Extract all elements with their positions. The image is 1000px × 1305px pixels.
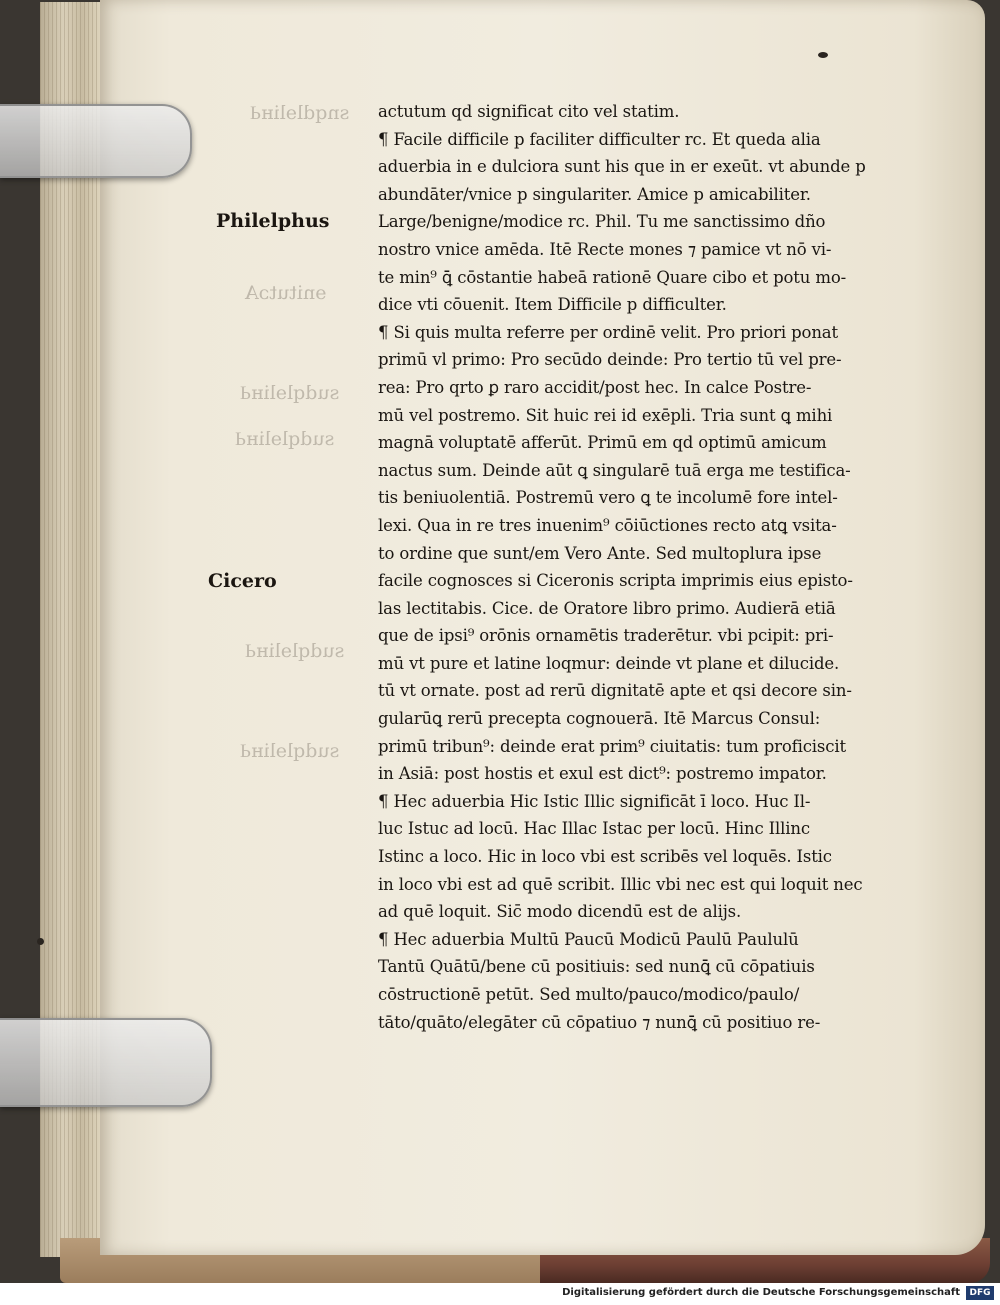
text-line: in loco vbi est ad quē scribit. Illic vbi nec est qui loquit nec xyxy=(378,874,863,894)
show-through-text: sudqlɘliʜԀ xyxy=(240,382,340,404)
text-line: actutum qd significat cito vel statim. xyxy=(378,102,680,121)
text-line: cōstructionē petūt. Sed multo/pauco/modico/paulo/ xyxy=(378,985,800,1004)
text-line: ad quē loquit. Sic̄ modo dicendū est de alijs. xyxy=(378,902,742,922)
binding-hole xyxy=(37,938,44,945)
text-line: ¶ Facile difficile p faciliter difficulter rc. Et queda alia xyxy=(378,129,821,149)
show-through-text: sudqlɘliʜԀ xyxy=(245,640,345,662)
text-line: aduerbia in e dulciora sunt his que in er exeūt. vt abunde p xyxy=(378,157,866,177)
text-line: in Asiā: post hostis et exul est dict⁹: postremo impator. xyxy=(378,764,827,784)
text-line: Istinc a loco. Hic in loco vbi est scribēs vel loquēs. Istic xyxy=(378,847,832,867)
text-line: Tantū Quātū/bene cū positiuis: sed nunꝗ̄ cū cōpatiuis xyxy=(378,957,815,977)
show-through-text: sudqlɘliʜԀ xyxy=(235,428,335,450)
text-line: tāto/quāto/elegāter cū cōpatiuo ⁊ nunꝗ̄ cū positiuo re- xyxy=(378,1012,821,1032)
text-line: nactus sum. Deinde aūt ꝗ singularē tuā erga me testifica- xyxy=(378,460,851,480)
text-line: tū vt ornate. post ad rerū dignitatē apte et qsi decore sin- xyxy=(378,681,852,701)
text-line: Large/benigne/modice rc. Phil. Tu me sanctissimo dño xyxy=(378,212,826,232)
text-line: que de ipsi⁹ orōnis ornamētis traderētur. vbi pcipit: pri- xyxy=(378,626,834,646)
text-line: ¶ Hec aduerbia Hic Istic Illic significāt ī loco. Huc Il- xyxy=(378,791,811,811)
text-line: dice vti cōuenit. Item Difficile p difficulter. xyxy=(378,295,727,315)
text-line: rea: Pro qrto ꝑ raro accidit/post hec. In calce Postre- xyxy=(378,377,812,397)
text-line: ¶ Si quis multa referre per ordinē velit. Pro priori ponat xyxy=(378,322,838,342)
text-line: mū vel postremo. Sit huic rei id exēpli. Tria sunt ꝗ mihi xyxy=(378,405,833,425)
text-line: tis beniuolentiā. Postremū vero ꝗ te incolumē fore intel- xyxy=(378,488,838,508)
show-through-text: sudqlɘliʜԀ xyxy=(240,740,340,762)
page-clip-bottom xyxy=(0,1018,212,1107)
text-line: lexi. Qua in re tres inuenim⁹ cōiūctiones recto atꝗ vsita- xyxy=(378,515,837,535)
text-line: luc Istuc ad locū. Hac Illac Istac per locū. Hinc Illinc xyxy=(378,819,811,839)
text-line: gularūꝗ rerū precepta cognouerā. Itē Marcus Consul: xyxy=(378,709,821,729)
dfg-logo: DFG xyxy=(966,1286,994,1300)
text-line: te min⁹ ꝗ̄ cōstantie habeā rationē Quare cibo et potu mo- xyxy=(378,267,847,287)
footer-credit: Digitalisierung gefördert durch die Deutsche Forschungsgemeinschaft xyxy=(562,1287,960,1298)
text-line: ¶ Hec aduerbia Multū Paucū Modicū Paulū Paululū xyxy=(378,929,799,949)
text-line: abundāter/vnice p singulariter. Amice p amicabiliter. xyxy=(378,184,811,204)
show-through-text: snqdlɘliʜԀ xyxy=(250,102,350,124)
text-line: magnā voluptatē afferūt. Primū em qd optimū amicum xyxy=(378,433,827,453)
text-line: primū tribun⁹: deinde erat prim⁹ ciuitatis: tum proficiscit xyxy=(378,736,846,756)
margin-note-cicero: Cicero xyxy=(208,570,277,592)
show-through-text: ɘnitutɔA xyxy=(245,282,327,304)
text-line: las lectitabis. Cice. de Oratore libro primo. Audierā etiā xyxy=(378,598,836,618)
page-clip-top xyxy=(0,104,192,178)
body-text xyxy=(378,98,936,1036)
text-line: primū vl primo: Pro secūdo deinde: Pro tertio tū vel pre- xyxy=(378,350,842,370)
text-line: facile cognosces si Ciceronis scripta imprimis eius episto- xyxy=(378,571,853,591)
ink-spot xyxy=(818,52,828,58)
text-line: nostro vnice amēda. Itē Recte mones ⁊ pamice vt nō vi- xyxy=(378,239,832,259)
text-line: mū vt pure et latine loqmur: deinde vt plane et dilucide. xyxy=(378,653,840,673)
margin-note-philelphus: Philelphus xyxy=(216,210,330,232)
text-line: to ordine que sunt/em Vero Ante. Sed multoplura ipse xyxy=(378,543,822,563)
